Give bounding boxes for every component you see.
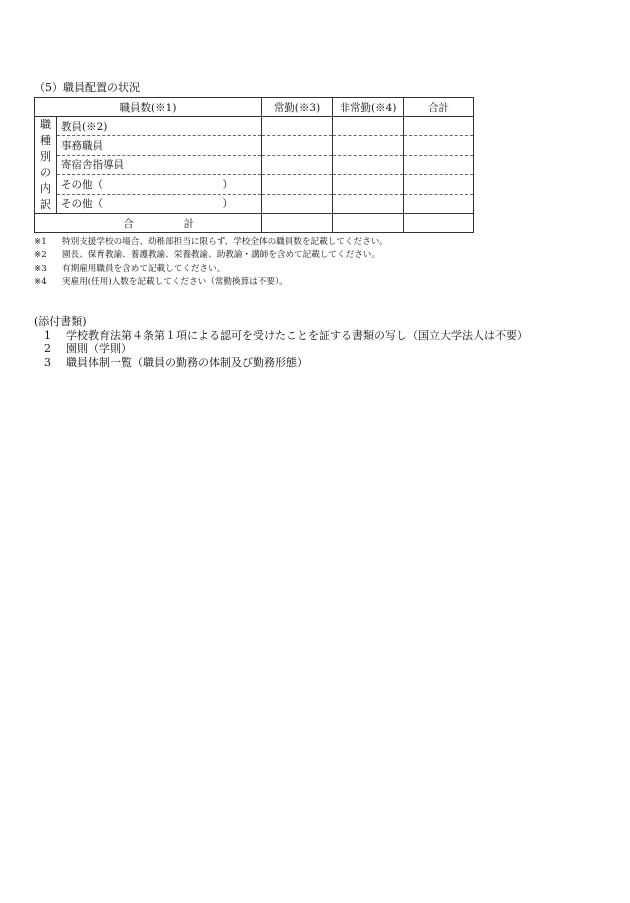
other-open-label: その他（ — [61, 178, 103, 191]
cell-total[interactable] — [404, 194, 474, 213]
cell-fulltime[interactable] — [262, 155, 333, 174]
row-label-teachers: 教員(※2) — [57, 117, 262, 136]
cell-parttime[interactable] — [333, 155, 404, 174]
attachment-text: 園則（学則） — [66, 342, 132, 356]
note-text: 実雇用(任用)人数を記載してください（常勤換算は不要）。 — [62, 277, 288, 288]
total-label-left: 合 — [123, 217, 134, 230]
note-text: 特別支援学校の場合、幼稚部担当に限らず、学校全体の職員数を記載してください。 — [62, 237, 388, 247]
cell-fulltime[interactable] — [262, 175, 333, 194]
vertical-label-char: 職 — [40, 118, 51, 131]
row-label-dormitory-instructor: 寄宿舎指導員 — [57, 155, 262, 174]
note-number: ※4 — [34, 277, 47, 288]
section-title: （5）職員配置の状況 — [34, 81, 140, 94]
cell-grand-total[interactable] — [404, 214, 474, 233]
note-number: ※2 — [34, 250, 47, 261]
note-item — [34, 249, 388, 262]
header-parttime: 非常勤(※4) — [333, 98, 404, 117]
row-label-office-staff: 事務職員 — [57, 136, 262, 155]
vertical-label-char: の — [40, 166, 51, 179]
table-row — [35, 175, 474, 194]
vertical-label-char: 種 — [40, 134, 51, 147]
other-open-label: その他（ — [61, 198, 103, 211]
cell-total[interactable] — [404, 175, 474, 194]
cell-parttime[interactable] — [333, 175, 404, 194]
table-row — [35, 117, 474, 136]
note-text: 園長、保育教諭、養護教諭、栄養教諭、助教諭・講師を含めて記載してください。 — [62, 250, 380, 261]
attachments-section — [34, 315, 528, 369]
row-label-total — [57, 214, 262, 233]
total-label-right: 計 — [183, 217, 195, 230]
vertical-label-char: 訳 — [40, 198, 51, 211]
table-row — [35, 136, 474, 155]
table-total-row — [35, 214, 474, 233]
table-row — [35, 155, 474, 174]
cell-fulltime[interactable] — [262, 194, 333, 213]
cell-fulltime-total[interactable] — [262, 214, 333, 233]
note-number: ※3 — [34, 263, 47, 274]
notes-list — [34, 236, 388, 290]
note-item — [34, 276, 388, 289]
note-item — [34, 263, 388, 276]
cell-total[interactable] — [404, 155, 474, 174]
attachment-text: 学校教育法第４条第１項による認可を受けたことを証する書類の写し（国立大学法人は不要） — [66, 328, 528, 342]
header-staff-count: 職員数(※1) — [35, 98, 262, 117]
cell-fulltime[interactable] — [262, 136, 333, 155]
table-row — [35, 194, 474, 213]
other-close-paren: ） — [222, 198, 233, 211]
vertical-label-char: 別 — [40, 150, 51, 163]
note-item — [34, 236, 388, 249]
attachments-title: (添付書類) — [34, 315, 87, 328]
vertical-label-char: 内 — [40, 182, 51, 195]
attachment-number: 2 — [44, 342, 51, 356]
cell-total[interactable] — [404, 117, 474, 136]
note-number: ※1 — [34, 237, 47, 247]
attachment-number: 1 — [44, 328, 51, 342]
cell-parttime-total[interactable] — [333, 214, 404, 233]
cell-parttime[interactable] — [333, 136, 404, 155]
cell-parttime[interactable] — [333, 117, 404, 136]
other-close-paren: ） — [222, 178, 233, 191]
cell-parttime[interactable] — [333, 194, 404, 213]
header-fulltime: 常勤(※3) — [262, 98, 333, 117]
staff-allocation-table — [34, 97, 474, 233]
attachment-number: 3 — [44, 355, 51, 369]
attachment-item — [34, 342, 528, 356]
attachment-text: 職員体制一覧（職員の勤務の体制及び勤務形態） — [66, 355, 308, 369]
row-label-other-1 — [57, 175, 262, 194]
cell-fulltime[interactable] — [262, 117, 333, 136]
cell-total[interactable] — [404, 136, 474, 155]
job-type-breakdown-label — [35, 117, 57, 214]
table-header-row — [35, 98, 474, 117]
header-total: 合計 — [404, 98, 474, 117]
attachment-item — [34, 329, 528, 343]
row-label-other-2 — [57, 194, 262, 213]
attachment-item — [34, 356, 528, 370]
note-text: 有期雇用職員を含めて記載してください。 — [62, 263, 226, 274]
